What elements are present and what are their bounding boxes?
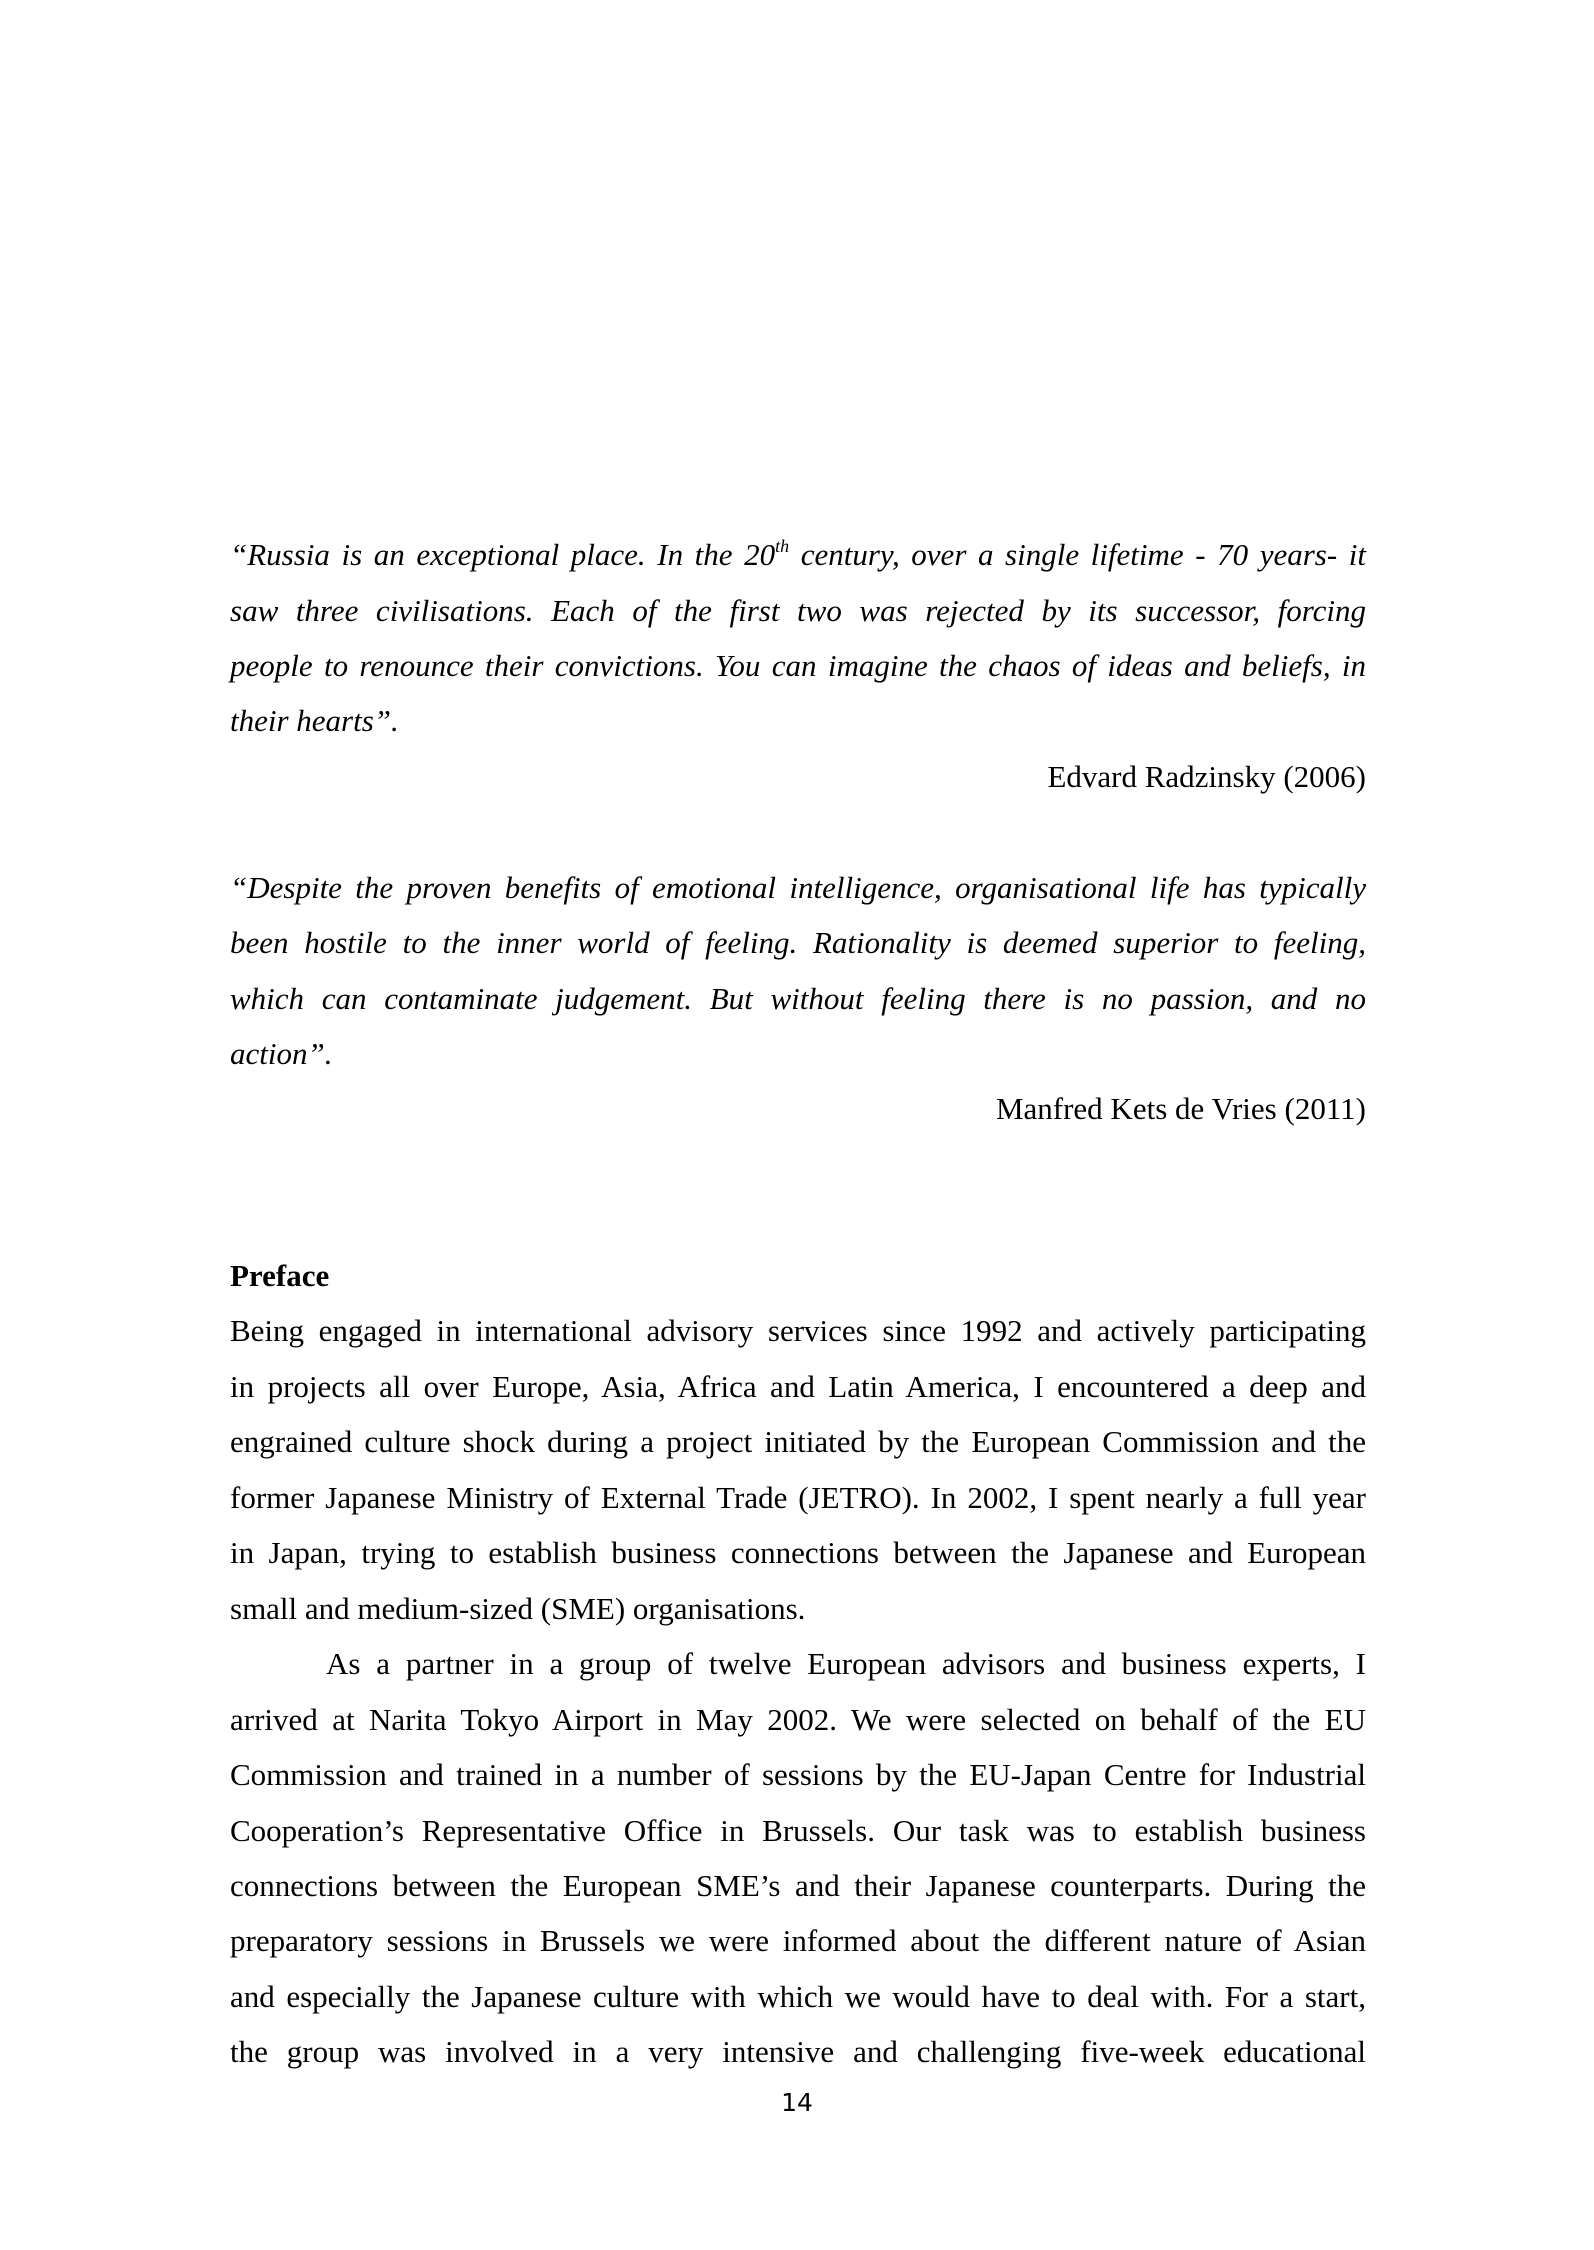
- para2-line4: Cooperation’s Representative Office in Brussels. Our task was to establish business: [230, 1813, 1366, 1848]
- quote1-line2: saw three civilisations. Each of the first two was rejected by its successor, forcing: [230, 593, 1366, 628]
- page-number: 14: [781, 2088, 813, 2117]
- ordinal-superscript: th: [775, 536, 790, 556]
- para2-line3: Commission and trained in a number of sessions by the EU-Japan Centre for Industrial: [230, 1757, 1366, 1792]
- quote1-line1: “Russia is an exceptional place. In the 20th century, over a single lifetime - 70 years- it: [230, 536, 1366, 572]
- para1-line2: in projects all over Europe, Asia, Africa and Latin America, I encountered a deep and: [230, 1369, 1366, 1404]
- preface-heading: Preface: [230, 1258, 330, 1293]
- para2-line5: connections between the European SME’s and their Japanese counterparts. During the: [230, 1868, 1366, 1903]
- quote2-line2: been hostile to the inner world of feeling. Rationality is deemed superior to feeling,: [230, 925, 1366, 960]
- quote2-attribution: Manfred Kets de Vries (2011): [995, 1091, 1366, 1126]
- quote2-line4: action”.: [230, 1036, 333, 1071]
- quote2-line3: which can contaminate judgement. But without feeling there is no passion, and no: [230, 981, 1366, 1016]
- para2-line8: the group was involved in a very intensive and challenging five-week educational: [230, 2034, 1366, 2069]
- para1-line6: small and medium-sized (SME) organisations.: [230, 1591, 806, 1626]
- para2-line6: preparatory sessions in Brussels we were informed about the different nature of Asian: [230, 1923, 1366, 1958]
- quote1-line3: people to renounce their convictions. You can imagine the chaos of ideas and beliefs, in: [230, 648, 1366, 683]
- para2-line7: and especially the Japanese culture with which we would have to deal with. For a start,: [230, 1979, 1366, 2014]
- para2-line1: As a partner in a group of twelve European advisors and business experts, I: [326, 1646, 1366, 1681]
- para1-line3: engrained culture shock during a project initiated by the European Commission and the: [230, 1424, 1366, 1459]
- para1-line4: former Japanese Ministry of External Trade (JETRO). In 2002, I spent nearly a full year: [230, 1480, 1366, 1515]
- quote1-attribution: Edvard Radzinsky (2006): [1047, 759, 1366, 794]
- quote1-line4: their hearts”.: [230, 703, 399, 738]
- quote2-line1: “Despite the proven benefits of emotional intelligence, organisational life has typically: [230, 870, 1366, 905]
- para1-line5: in Japan, trying to establish business connections between the Japanese and European: [230, 1535, 1366, 1570]
- para2-line2: arrived at Narita Tokyo Airport in May 2002. We were selected on behalf of the EU: [230, 1702, 1366, 1737]
- para1-line1: Being engaged in international advisory services since 1992 and actively participating: [230, 1313, 1366, 1348]
